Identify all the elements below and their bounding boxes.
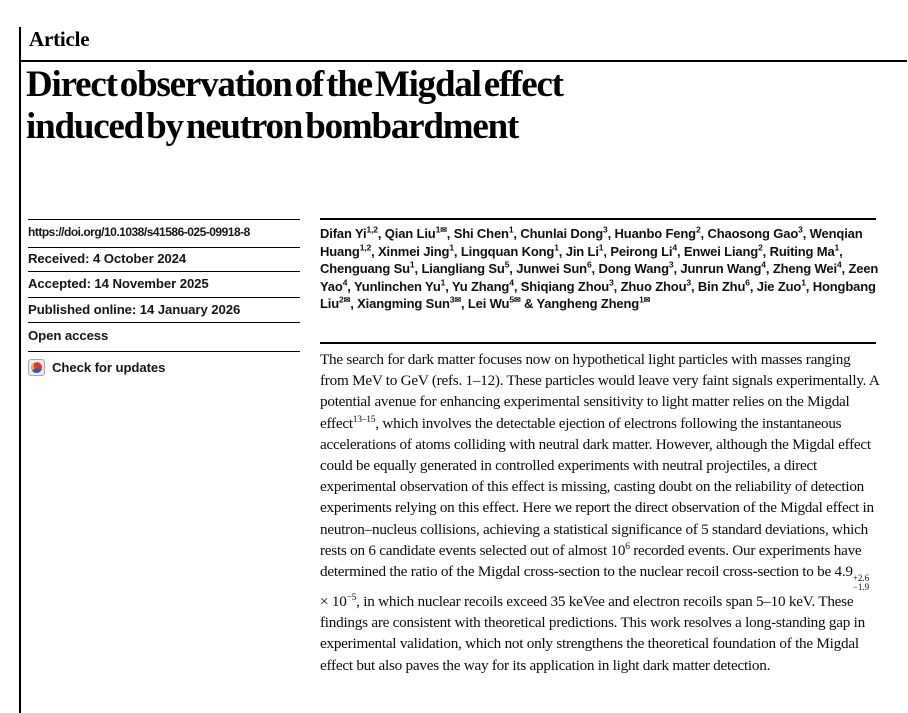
reference-superscript: 6 [625,541,630,552]
author-name: Yu Zhang [451,278,510,294]
author-name: Yunlinchen Yu [353,278,441,294]
email-icon[interactable]: ✉ [343,296,351,306]
author-affiliation-sup: 5 [509,295,514,306]
author-name: Wenqian Huang [320,226,863,259]
doi-link[interactable] [28,219,300,247]
author-name: Xiangming Sun [357,296,450,312]
author-affiliation-sup: 1 [508,224,514,235]
check-for-updates-button[interactable] [28,351,300,378]
email-icon[interactable]: ✉ [440,225,447,235]
author-name: Ruiting Ma [769,243,835,259]
author-affiliation-sup: 4 [836,259,842,270]
author-name: Xinmei Jing [378,243,450,259]
author-name: Peirong Li [610,243,673,259]
author-name: Enwei Liang [683,243,759,259]
article-kicker: Article [29,27,90,51]
author-name: Hongbang Liu [320,278,876,312]
author-name: Junwei Sun [516,261,587,277]
author-name: Chunlai Dong [520,226,604,241]
author-affiliation-sup: 4 [672,242,677,253]
author-name: Huanbo Feng [614,226,696,241]
received-date [28,247,300,271]
author-name: Yangheng Zheng [536,296,640,312]
header-rule [19,60,907,62]
author-name: Shiqiang Zhou [520,278,610,294]
author-name: Liangliang Su [421,261,505,277]
crossmark-circle [31,362,42,373]
crossmark-flag [34,363,39,369]
uncertainty-stack: +2.6 −1.9 [852,573,870,592]
email-icon[interactable]: ✉ [643,296,651,306]
email-icon[interactable]: ✉ [454,296,461,306]
title-line-1: Direct observation of the Migdal effect [26,64,563,105]
author-name: Dong Wang [598,261,669,277]
author-name: Jie Zuo [756,278,802,294]
author-affiliation-sup: 3 [686,277,691,288]
metadata-panel [28,219,300,378]
author-name: Qian Liu [384,226,436,241]
author-affiliation-sup: 1 [409,259,415,270]
author-affiliation-sup: 3 [449,295,455,306]
open-access-label [28,322,300,351]
author-name: Zhuo Zhou [620,278,687,294]
author-name: Jin Li [565,243,599,259]
doi-text: https://doi.org/10.1038/s41586-025-09918-8 [28,225,250,239]
title-line-2: induced by neutron bombardment [26,106,519,147]
author-name: Lei Wu [467,296,510,312]
reference-superscript: −5 [346,592,357,603]
left-margin-rule [19,27,21,713]
check-for-updates-label: Check for updates [52,359,166,375]
author-name: Zeen Yao [320,261,879,294]
author-affiliation-sup: 2 [758,242,763,253]
author-name: Bin Zhu [697,278,746,294]
paper-title [26,64,866,148]
author-name: Chaosong Gao [707,226,799,241]
author-affiliation-sup: 2 [695,224,701,235]
crossmark-icon [28,359,45,376]
author-affiliation-sup: 1 [598,242,604,253]
author-name: Difan Yi [320,226,367,241]
author-affiliation-sup: 1,2 [359,242,372,253]
open-access-text: Open access [28,328,109,343]
author-list: Difan Yi$^{1,2}$, Qian Liu$^{1✉}$, Shi Chen$^1$, Chunlai Dong$^3$, Huanbo Feng$^2$, Chaosong Gao$^3$, Wenqian Huang$^{1,2}$, Xinmei Jing$^1$, Lingquan Kong$^1$, Jin Li$^1$, Peirong Li$^4$, Enwei Liang$^2$, Ruiting Ma$^1$, Chenguang Su$^1$, Liangliang Su$^5$, Junwei Sun$^6$, Dong Wang$^3$, Junrun Wang$^4$, Zheng Wei$^4$, Zeen Yao$^4$, Yunlinchen Yu$^1$, Yu Zhang$^4$, Shiqiang Zhou$^3$, Zhuo Zhou$^3$, Bin Zhu$^6$, Jie Zuo$^1$, Hongbang Liu$^{2✉}$, Xiangming Sun$^{3✉}$, Lei $Wu^{5✉}$ & Yangheng Zheng$^{1✉}$ [320,224,879,312]
author-affiliation-sup: 1 [435,224,441,235]
author-affiliation-sup: 6 [586,259,592,270]
author-name: Junrun Wang [680,261,762,277]
author-affiliation-sup: 1 [449,242,454,253]
author-name: Zheng Wei [772,261,837,277]
author-affiliation-sup: 1 [440,277,446,288]
author-affiliation-sup: 4 [342,277,348,288]
author-name: Chenguang Su [320,261,410,277]
author-name: Shi Chen [453,226,509,241]
accepted-date [28,271,300,297]
author-affiliation-sup: 1,2 [366,224,378,235]
authors-top-rule [320,218,876,220]
author-affiliation-sup: 2 [339,295,344,306]
accepted-text: Accepted: 14 November 2025 [28,276,209,291]
received-text: Received: 4 October 2024 [28,251,187,266]
author-affiliation-sup: 1 [639,295,644,306]
author-affiliation-sup: 4 [761,259,766,270]
author-name: Lingquan Kong [460,243,555,259]
abstract-top-rule [320,342,876,344]
author-affiliation-sup: 1 [554,242,559,253]
email-icon[interactable]: ✉ [513,296,521,306]
author-affiliation-sup: 1 [801,277,806,288]
author-affiliation-sup: 4 [509,277,514,288]
author-affiliation-sup: 3 [668,259,674,270]
reference-superscript: 13–15 [352,414,376,425]
author-affiliation-sup: 3 [609,277,614,288]
published-date [28,297,300,322]
published-text: Published online: 14 January 2026 [28,302,241,317]
author-affiliation-sup: 5 [504,259,510,270]
author-affiliation-sup: 1 [834,242,840,253]
author-affiliation-sup: 3 [798,224,803,235]
author-affiliation-sup: 6 [745,277,750,288]
abstract-text: The search for dark matter focuses now on hypothetical light particles with masses ranging from MeV to GeV (refs. 1–12). These particles would leave very faint signals experimentally. A potential avenue for enhancing experimental sensitivity to light matter relies on the Migdal effect$^{13-15}$, which involves the detectable ejection of electrons following the instantaneous accelerations of atoms colliding with neutral dark matter. However, although the Migdal effect could be equally generated in controlled experiments with neutral projectiles, a direct experimental observation of this effect is missing, casting doubt on the reliability of detection experiments relying on this effect. Here we report the direct observation of the Migdal effect in neutron–nucleus collisions, achieving a statistical significance of 5 standard deviations, which rests on 6 candidate events selected out of almost $10^6$ recorded events. Our experiments have determined the ratio of the Migdal cross-section to the nuclear recoil cross-section to be 4.9 +2.6 −1.9 × $10^{-5}$, in which nuclear recoils exceed 35 keVee and electron recoils span 5–10 keV. These findings are consistent with theoretical predictions. This work resolves a long-standing gap in experimental validation, which not only strengthens the theoretical foundation of the Migdal effect but also paves the way for its application in light dark matter detection. [320,351,879,674]
author-affiliation-sup: 3 [603,224,608,235]
